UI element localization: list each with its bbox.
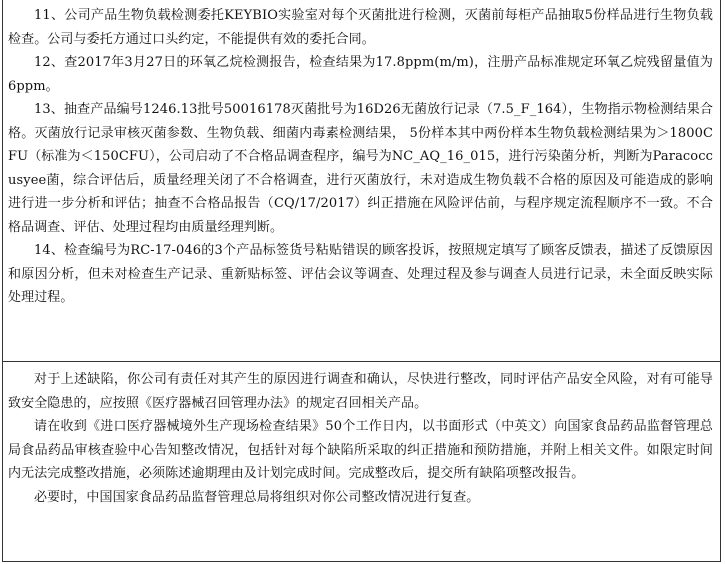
section-divider (2, 361, 721, 362)
finding-13-paragraph: 13、抽查产品编号1246.13批号50016178灭菌批号为16D26无菌放行记录（7.5_F_164），生物指示物检测结果合格。灭菌放行记录审核灭菌参数、生物负载、细菌内毒素检测结果， 5份样本其中两份样本生物负载检测结果为＞1800CFU（标准为＜150CFU），公司启动了不合格品调查程序，编号为NC_AQ_16_015，进行污染菌分析，判断为Paracoccusyee菌，综合评估后，质量经理关闭了不合格调查，进行灭菌放行，未对造成生物负载不合格的原因及可能造成的影响进行进一步分析和评估；抽查不合格品报告（CQ/17/2017）纠正措施在风险评估前，与程序规定流程顺序不一致。不合格品调查、评估、处理过程均由质量经理判断。 (8, 102, 713, 235)
conclusion-review-paragraph: 必要时，中国国家食品药品监督管理总局将组织对你公司整改情况进行复查。 (34, 489, 480, 505)
finding-14-paragraph: 14、检查编号为RC-17-046的3个产品标签货号粘贴错误的顾客投诉，按照规定填写了顾客反馈表，描述了反馈原因和原因分析，但未对检查生产记录、重新贴标签、评估会议等调查、处理过程及参与调查人员进行记录，未全面反映实际处理过程。 (8, 243, 713, 305)
finding-11-paragraph: 11、公司产品生物负载检测委托KEYBIO实验室对每个灭菌批进行检测，灭菌前每柜产品抽取5份样品进行生物负载检查。公司与委托方通过口头约定，不能提供有效的委托合同。 (8, 8, 713, 47)
conclusion-section (8, 368, 713, 509)
conclusion-deadline-paragraph: 请在收到《进口医疗器械境外生产现场检查结果》50个工作日内，以书面形式（中英文）向国家食品药品监督管理总局食品药品审核查验中心告知整改情况，包括针对每个缺陷所采取的纠正措施和预防措施，并附上相关文件。如限定时间内无法完成整改措施，必须陈述逾期理由及计划完成时间。完成整改后，提交所有缺陷项整改报告。 (8, 419, 713, 481)
conclusion-responsibility-paragraph: 对于上述缺陷，你公司有责任对其产生的原因进行调查和确认，尽快进行整改，同时评估产品安全风险，对有可能导致安全隐患的，应按照《医疗器械召回管理办法》的规定召回相关产品。 (8, 372, 713, 411)
finding-12-paragraph: 12、查2017年3月27日的环氧乙烷检测报告，检查结果为17.8ppm(m/m)，注册产品标准规定环氧乙烷残留量值为6ppm。 (8, 55, 713, 94)
findings-section (8, 4, 713, 310)
